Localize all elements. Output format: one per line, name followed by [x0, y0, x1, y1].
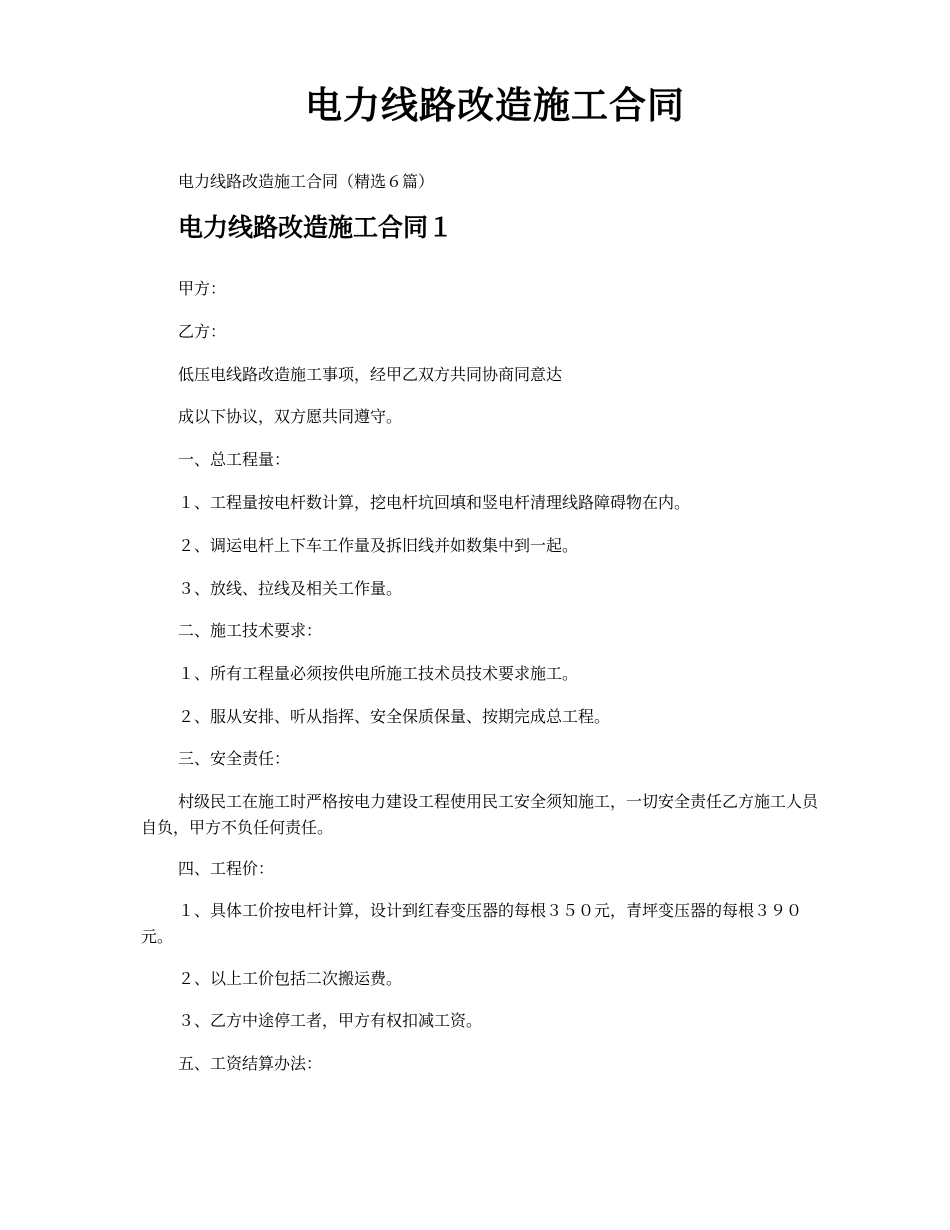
paragraph: ２、服从安排、听从指挥、安全保质保量、按期完成总工程。 — [178, 707, 611, 726]
paragraph: １、具体工价按电杆计算，设计到红春变压器的每根３５０元，青坪变压器的每根３９０元。 — [141, 901, 803, 946]
section-heading: 电力线路改造施工合同１ — [178, 213, 454, 242]
clause-heading: 一、总工程量： — [178, 450, 291, 469]
paragraph: 低压电线路改造施工事项，经甲乙双方共同协商同意达 — [178, 365, 563, 384]
paragraph: １、工程量按电杆数计算，挖电杆坑回填和竖电杆清理线路障碍物在内。 — [178, 493, 691, 512]
paragraph: ３、乙方中途停工者，甲方有权扣减工资。 — [178, 1011, 483, 1030]
paragraph: 成以下协议，双方愿共同遵守。 — [178, 407, 403, 426]
party-b-line: 乙方： — [178, 322, 227, 341]
paragraph: ２、以上工价包括二次搬运费。 — [178, 969, 403, 988]
paragraph: ３、放线、拉线及相关工作量。 — [178, 579, 403, 598]
paragraph: ２、调运电杆上下车工作量及拆旧线并如数集中到一起。 — [178, 536, 579, 555]
document-title: 电力线路改造施工合同 — [305, 83, 685, 127]
paragraph: 村级民工在施工时严格按电力建设工程使用民工安全须知施工，一切安全责任乙方施工人员自负，甲方不负任何责任。 — [141, 792, 819, 837]
clause-heading: 三、安全责任： — [178, 749, 291, 768]
party-a-line: 甲方： — [178, 279, 227, 298]
clause-heading: 四、工程价： — [178, 859, 275, 878]
clause-heading: 五、工资结算办法： — [178, 1054, 323, 1073]
paragraph: １、所有工程量必须按供电所施工技术员技术要求施工。 — [178, 664, 579, 683]
document-subtitle: 电力线路改造施工合同（精选６篇） — [178, 172, 435, 191]
clause-heading: 二、施工技术要求： — [178, 621, 323, 640]
